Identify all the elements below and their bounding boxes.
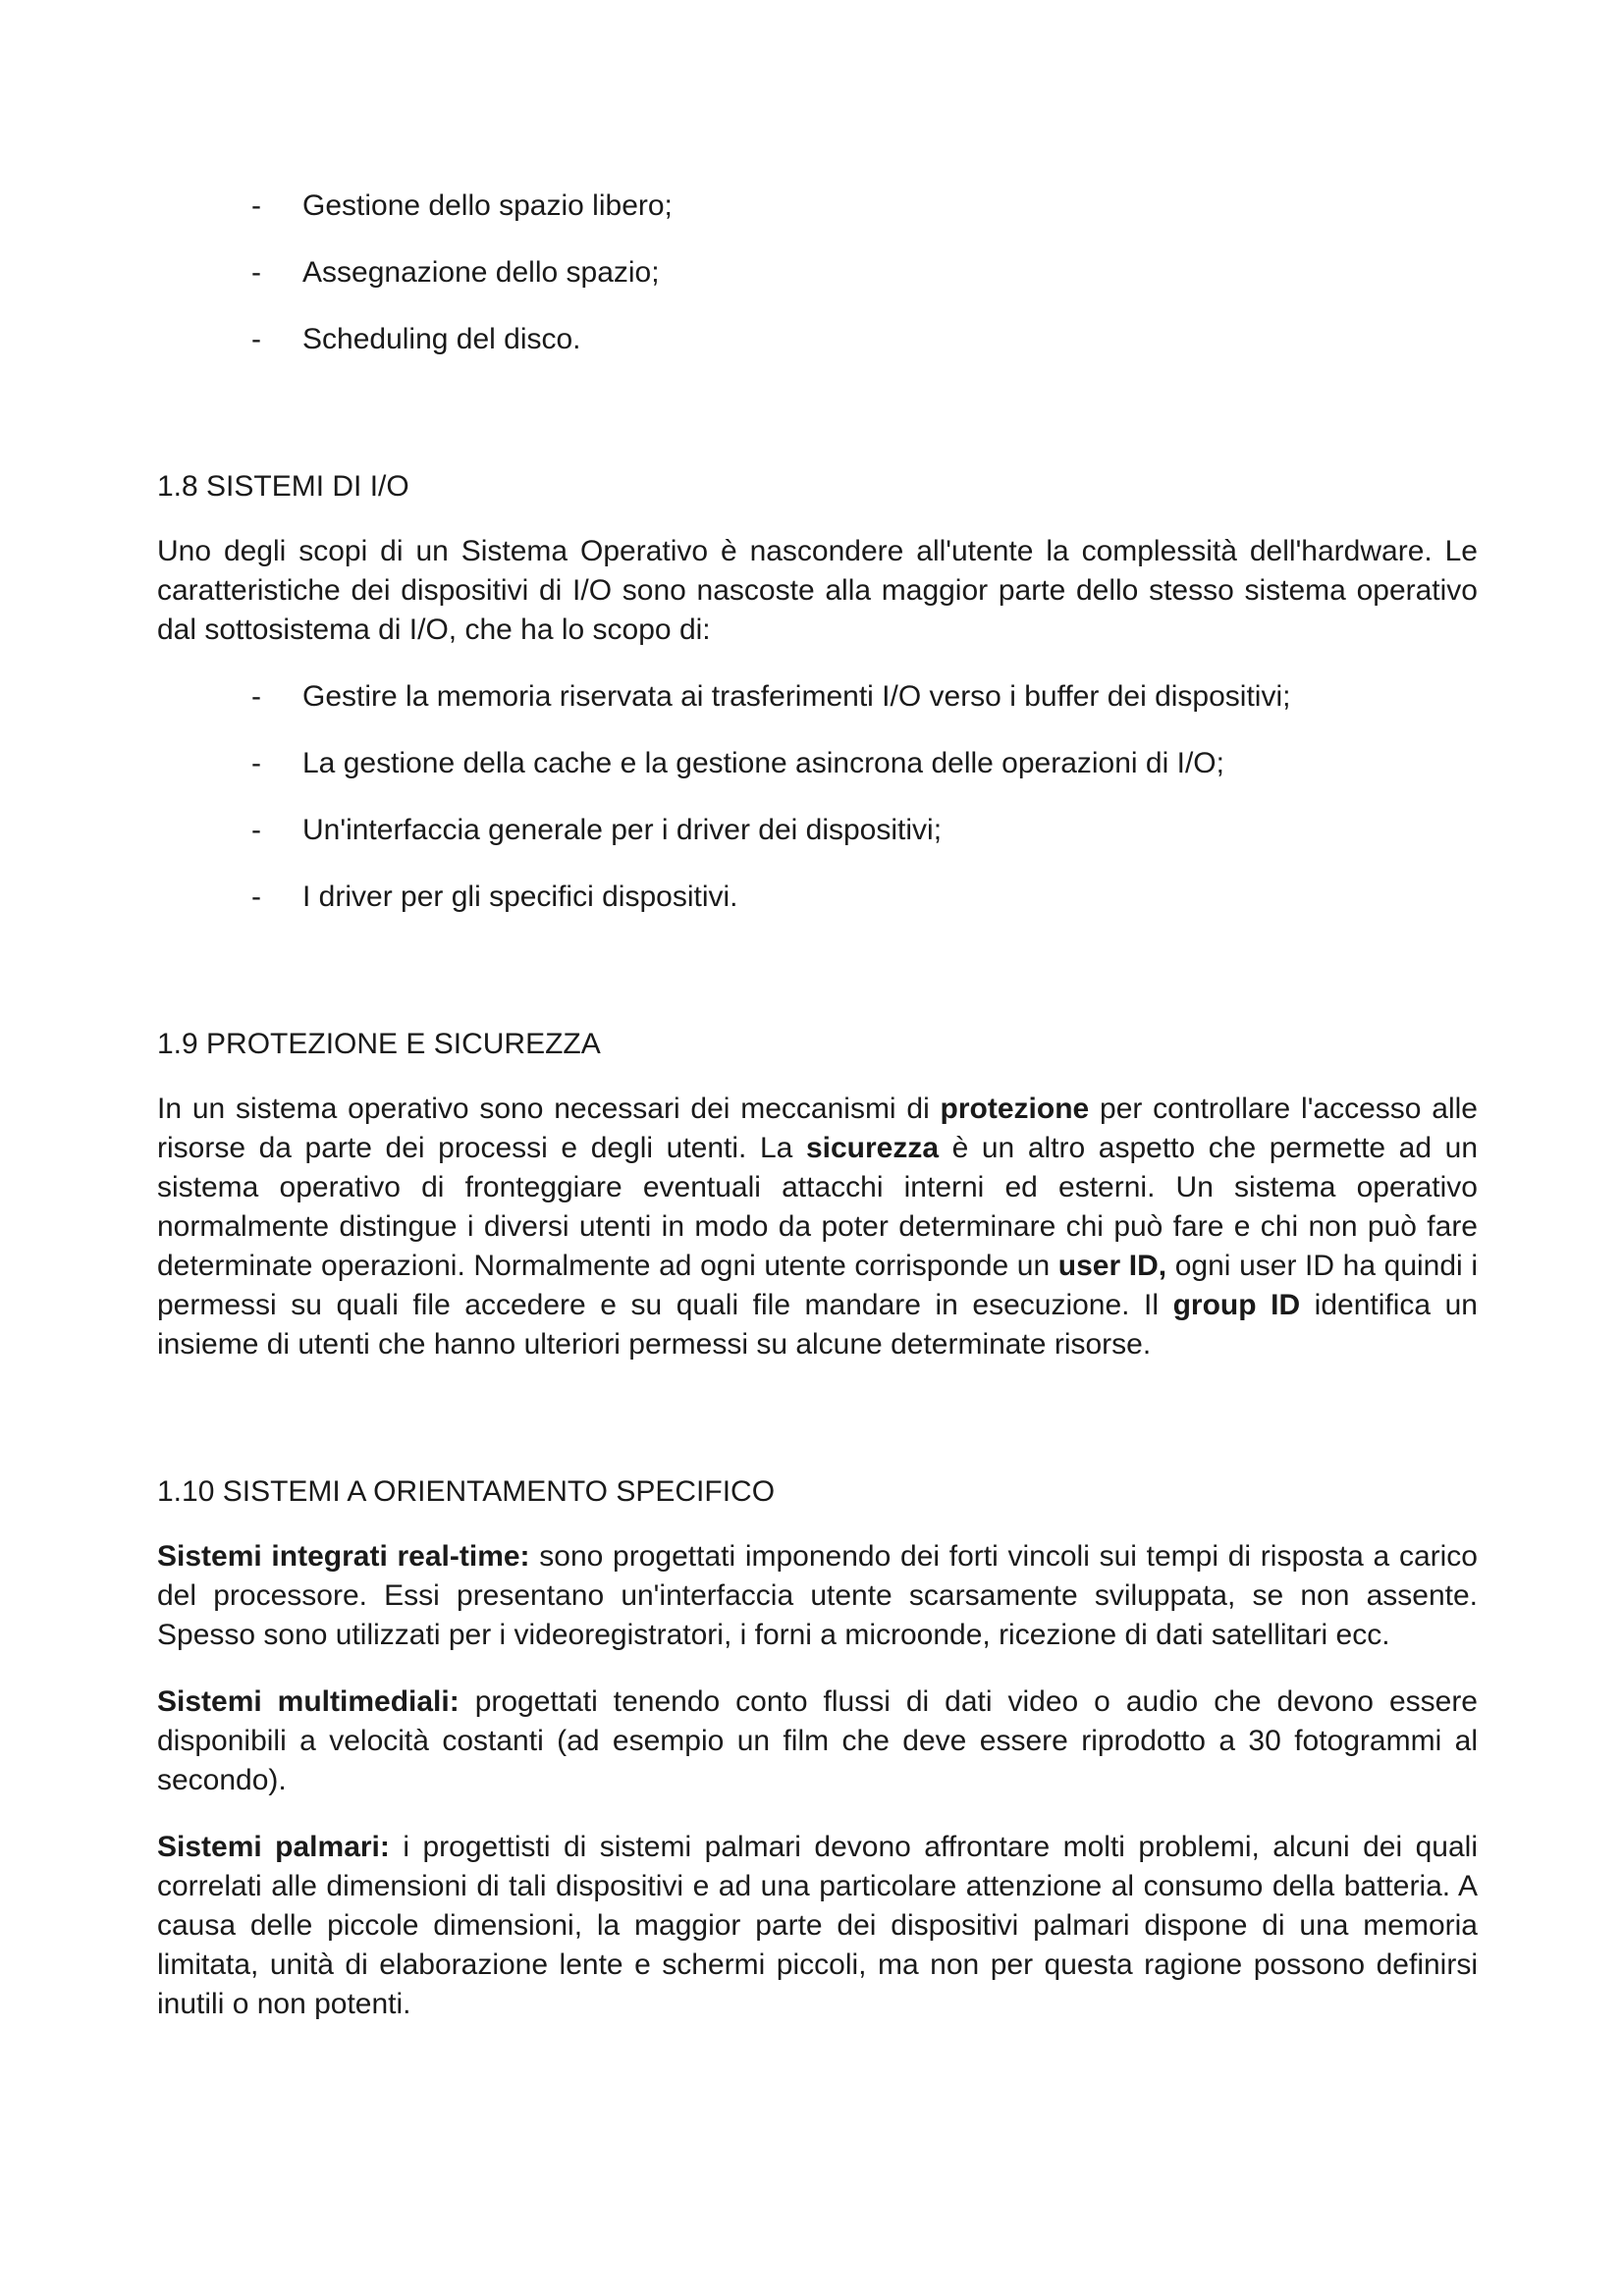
bullet-dash: - [251,680,261,713]
list-item: - La gestione della cache e la gestione asincrona delle operazioni di I/O; [157,744,1478,783]
document-page [157,187,1478,2024]
section-heading-1-10: 1.10 SISTEMI A ORIENTAMENTO SPECIFICO [157,1475,776,1508]
section-heading-1-9: 1.9 PROTEZIONE E SICUREZZA [157,1028,601,1060]
section-1-8-intro: Uno degli scopi di un Sistema Operativo è nascondere all'utente la complessità dell'hardware. Le caratteristiche dei dispositivi di I/O sono nascoste alla maggior parte dello stesso sistema operativo dal sottosistema di I/O, che ha lo scopo di: [157,535,1478,646]
section-heading-1-8: 1.8 SISTEMI DI I/O [157,470,409,503]
section-1-9-paragraph: In un sistema operativo sono necessari dei meccanismi di protezione per controllare l'accesso alle risorse da parte dei processi e degli utenti. La sicurezza è un altro aspetto che permette ad un sistema operativo di fronteggiare eventuali attacchi interni ed esterni. Un sistema operativo normalmente distingue i diversi utenti in modo da poter determinare chi può fare e chi non può fare determinate operazioni. Normalmente ad ogni utente corrisponde un user ID, ogni user ID ha quindi i permessi su quali file accedere e su quali file mandare in esecuzione. Il group ID identifica un insieme di utenti che hanno ulteriori permessi su alcune determinate risorse. [157,1093,1479,1361]
list-item: - Assegnazione dello spazio; [157,253,1478,293]
bullet-dash: - [251,189,261,222]
list-item: - Gestione dello spazio libero; [157,187,1478,226]
bullet-dash: - [251,881,261,913]
realtime-paragraph: Sistemi integrati real-time: sono progettati imponendo dei forti vincoli sui tempi di risposta a carico del processore. Essi presentano un'interfaccia utente scarsamente sviluppata, se non assente. Spesso sono utilizzati per i videoregistratori, i forni a microonde, ricezione di dati satellitari ecc. [157,1540,1478,1651]
list-item: - Scheduling del disco. [157,320,1478,359]
bullet-dash: - [251,256,261,289]
bullet-dash: - [251,323,261,355]
bullet-dash: - [251,747,261,779]
list-item: - Gestire la memoria riservata ai trasferimenti I/O verso i buffer dei dispositivi; [157,677,1478,717]
palmari-paragraph: Sistemi palmari: i progettisti di sistemi palmari devono affrontare molti problemi, alcuni dei quali correlati alle dimensioni di tali dispositivi e ad una particolare attenzione al consumo della batteria. A causa delle piccole dimensioni, la maggior parte dei dispositivi palmari dispone di una memoria limitata, unità di elaborazione lente e schermi piccoli, ma non per questa ragione possono definirsi inutili o non potenti. [157,1831,1478,2020]
list-item: - Un'interfaccia generale per i driver dei dispositivi; [157,811,1478,850]
io-bullet-list [157,677,1478,917]
top-bullet-list [157,187,1478,359]
list-item: - I driver per gli specifici dispositivi. [157,878,1478,917]
multimedia-paragraph: Sistemi multimediali: progettati tenendo conto flussi di dati video o audio che devono essere disponibili a velocità costanti (ad esempio un film che deve essere riprodotto a 30 fotogrammi al secondo). [157,1685,1478,1796]
bullet-dash: - [251,814,261,846]
